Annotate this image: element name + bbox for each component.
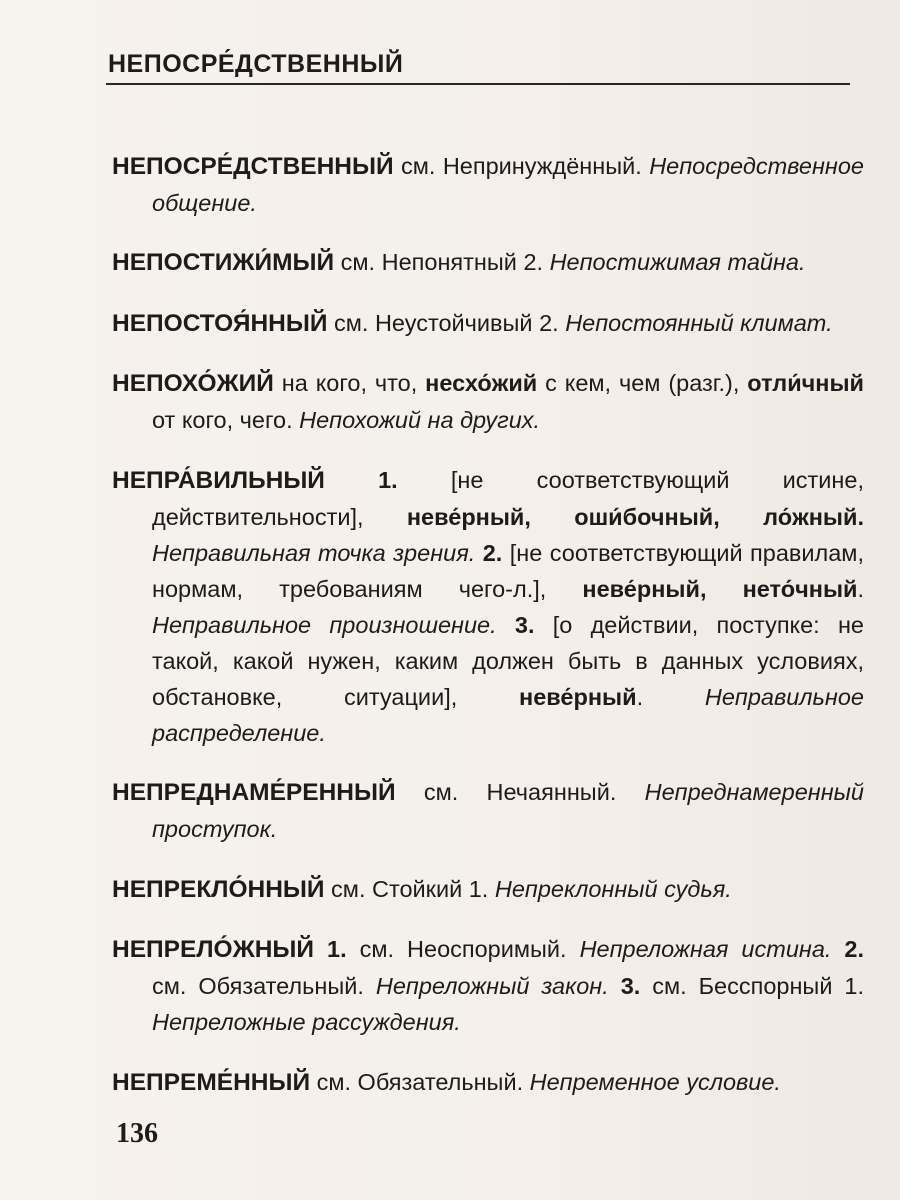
dictionary-entry: [112, 931, 864, 1040]
entry-text: от кого, чего.: [152, 407, 300, 433]
example: Непостоянный климат.: [565, 309, 833, 336]
example: Неправильное произношение.: [152, 611, 497, 638]
entry-text: см. Нечаянный.: [395, 779, 645, 805]
entry-text: см. Неустойчивый 2.: [327, 309, 566, 336]
synonym: несхо́жий: [425, 370, 538, 396]
headword: НЕПРЕДНАМЕ́РЕННЫЙ: [112, 779, 396, 806]
sense-number: 3.: [514, 611, 535, 638]
sense-number: 2.: [844, 936, 865, 962]
headword: НЕПОСТОЯ́ННЫЙ: [112, 309, 328, 337]
example: Непреложные рассуждения.: [152, 1009, 461, 1035]
running-head: НЕПОСРЕ́ДСТВЕННЫЙ: [108, 50, 404, 78]
dictionary-entry: [112, 148, 864, 221]
example: Неправильное распределение.: [152, 683, 864, 746]
headword: НЕПРЕМЕ́ННЫЙ: [112, 1068, 311, 1096]
entry-text: см. Стойкий 1.: [324, 875, 495, 902]
headword: НЕПОСТИЖИ́МЫЙ: [112, 249, 335, 276]
dictionary-entry: [112, 462, 864, 751]
sense-number: 1.: [327, 936, 347, 962]
entry-text: см. Неоспоримый.: [346, 936, 580, 962]
entry-text: см. Обязательный.: [152, 973, 376, 999]
dictionary-entry: [112, 365, 864, 438]
entry-text: на кого, что,: [273, 370, 426, 396]
sense-number: 2.: [482, 539, 503, 566]
entry-text: [не соответствующий истине, действительности],: [152, 466, 864, 530]
entry-text: [не соответствующий правилам, нормам, требованиям чего-л.],: [152, 539, 864, 602]
example: Непреложный закон.: [375, 973, 609, 999]
entry-text: см. Обязательный.: [310, 1068, 530, 1095]
entry-text: .: [636, 683, 705, 710]
entry-text: [609, 973, 621, 999]
entry-text: с кем, чем (разг.),: [537, 370, 748, 396]
example: Непременное условие.: [529, 1068, 781, 1095]
headword: НЕПОХО́ЖИЙ: [112, 370, 274, 397]
headword: НЕПРЕКЛО́ННЫЙ: [112, 875, 325, 903]
example: Непосредственное общение.: [152, 152, 864, 216]
entry-text: [о действии, поступке: не такой, какой нужен, каким должен быть в данных условиях, обстановке, ситуации],: [152, 611, 864, 710]
synonym: неве́рный, нето́чный: [582, 575, 858, 602]
sense-number: 1.: [378, 466, 398, 493]
synonym: неве́рный: [519, 683, 637, 710]
sense-number: 3.: [620, 973, 641, 999]
entry-text: [325, 467, 378, 493]
example: Непреложная истина.: [579, 936, 832, 962]
entry-text: см. Бесспорный 1.: [640, 973, 864, 999]
headword: НЕПРЕЛО́ЖНЫЙ: [112, 936, 315, 963]
entry-text: [831, 936, 844, 962]
entry-text: .: [857, 575, 864, 602]
dictionary-entry: [112, 305, 864, 342]
example: Неправильная точка зрения.: [152, 539, 476, 566]
entry-text: [314, 936, 327, 962]
synonym: отли́чный: [747, 370, 864, 396]
entry-text: см. Непринуждённый.: [393, 152, 650, 179]
entry-text: [475, 540, 482, 566]
example: Непреклонный судья.: [494, 875, 732, 902]
dictionary-entry: [112, 244, 864, 281]
entry-text: [497, 612, 515, 638]
headword: НЕПОСРЕ́ДСТВЕННЫЙ: [112, 152, 394, 180]
dictionary-entries: [112, 124, 864, 1112]
example: Непохожий на других.: [299, 407, 541, 433]
entry-text: см. Непонятный 2.: [334, 249, 550, 275]
page-number: 136: [116, 1118, 158, 1149]
headword: НЕПРА́ВИЛЬНЫЙ: [112, 466, 325, 494]
synonym: неве́рный, оши́бочный, ло́жный.: [406, 503, 864, 530]
dictionary-entry: [112, 1064, 864, 1101]
header-rule: [106, 83, 850, 85]
example: Непостижимая тайна.: [549, 249, 806, 275]
example: Непреднамеренный проступок.: [152, 779, 864, 842]
dictionary-entry: [112, 774, 864, 847]
dictionary-entry: [112, 871, 864, 908]
